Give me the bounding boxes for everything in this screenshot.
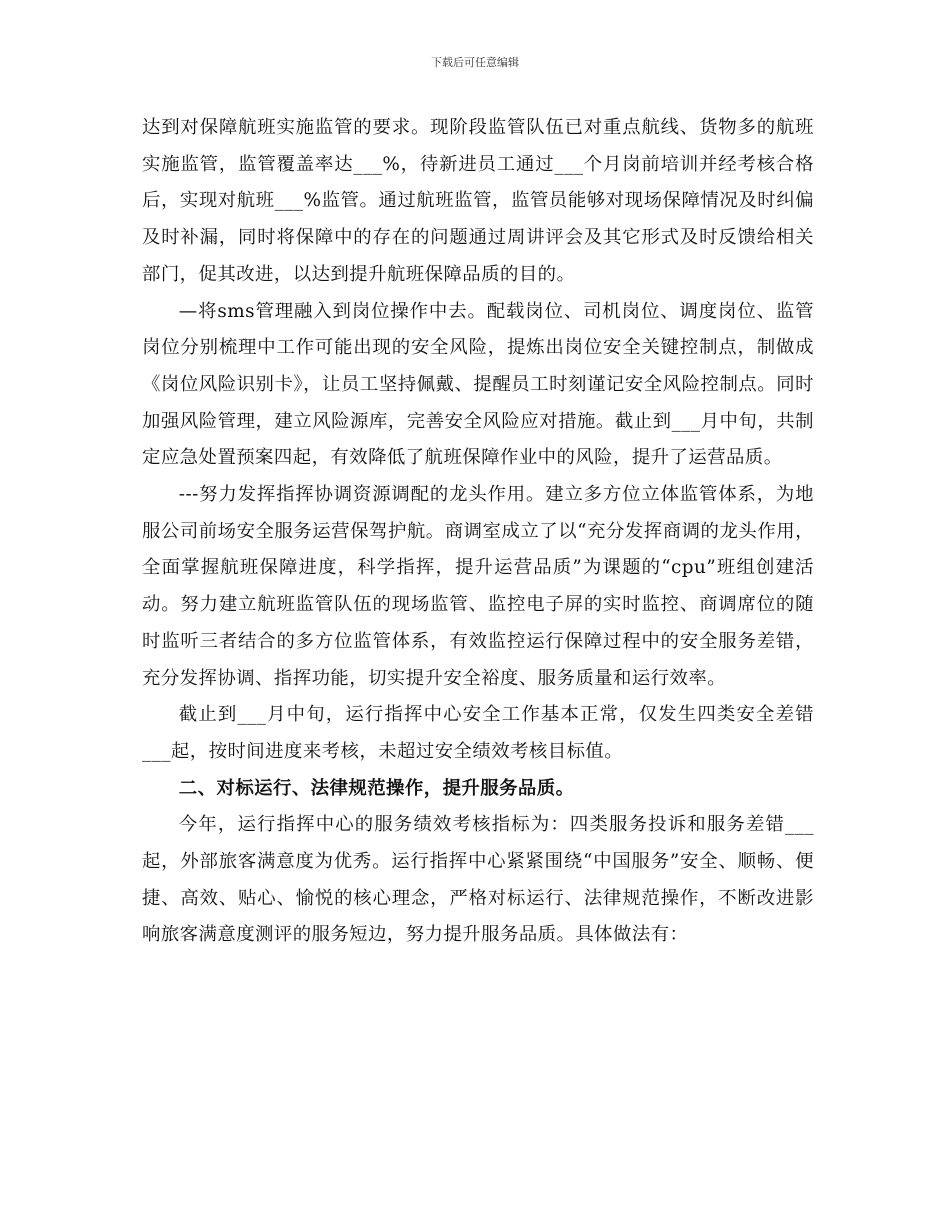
paragraph-command-coordination: ---努力发挥指挥协调资源调配的龙头作用。建立多方位立体监管体系，为地服公司前场安全服务运营保驾护航。商调室成立了以“充分发挥商调的龙头作用，全面掌握航班保障进度，科学指挥，提升运营品质”为课题的“cpu”班组创建活动。努力建立航班监管队伍的现场监管、监控电子屏的实时监控、商调席位的随时监听三者结合的多方位监管体系，有效监控运行保障过程中的安全服务差错，充分发挥协调、指挥功能，切实提升安全裕度、服务质量和运行效率。 xyxy=(142,484,814,689)
paragraph-sms-management: —将sms管理融入到岗位操作中去。配载岗位、司机岗位、调度岗位、监管岗位分别梳理中工作可能出现的安全风险，提炼出岗位安全关键控制点，制做成《岗位风险识别卡》，让员工坚持佩戴、提醒员工时刻谨记安全风险控制点。同时加强风险管理，建立风险源库，完善安全风险应对措施。截止到___月中旬，共制定应急处置预案四起，有效降低了航班保障作业中的风险，提升了运营品质。 xyxy=(142,300,814,469)
document-body xyxy=(142,110,814,954)
paragraph-service-quality: 今年，运行指挥中心的服务绩效考核指标为：四类服务投诉和服务差错___起，外部旅客满意度为优秀。运行指挥中心紧紧围绕“中国服务”安全、顺畅、便捷、高效、贴心、愉悦的核心理念，严格对标运行、法律规范操作，不断改进影响旅客满意度测评的服务短边，努力提升服务品质。具体做法有： xyxy=(142,814,814,946)
paragraph-safety-summary: 截止到___月中旬，运行指挥中心安全工作基本正常，仅发生四类安全差错___起，按时间进度来考核，未超过安全绩效考核目标值。 xyxy=(142,704,814,762)
page-header: 下载后可任意编辑 xyxy=(431,56,519,69)
paragraph-continuation: 达到对保障航班实施监管的要求。现阶段监管队伍已对重点航线、货物多的航班实施监管，监管覆盖率达___%，待新进员工通过___个月岗前培训并经考核合格后，实现对航班___%监管。通过航班监管，监管员能够对现场保障情况及时纠偏及时补漏，同时将保障中的存在的问题通过周讲评会及其它形式及时反馈给相关部门，促其改进，以达到提升航班保障品质的目的。 xyxy=(142,117,814,285)
section-heading: 二、对标运行、法律规范操作，提升服务品质。 xyxy=(178,777,575,799)
